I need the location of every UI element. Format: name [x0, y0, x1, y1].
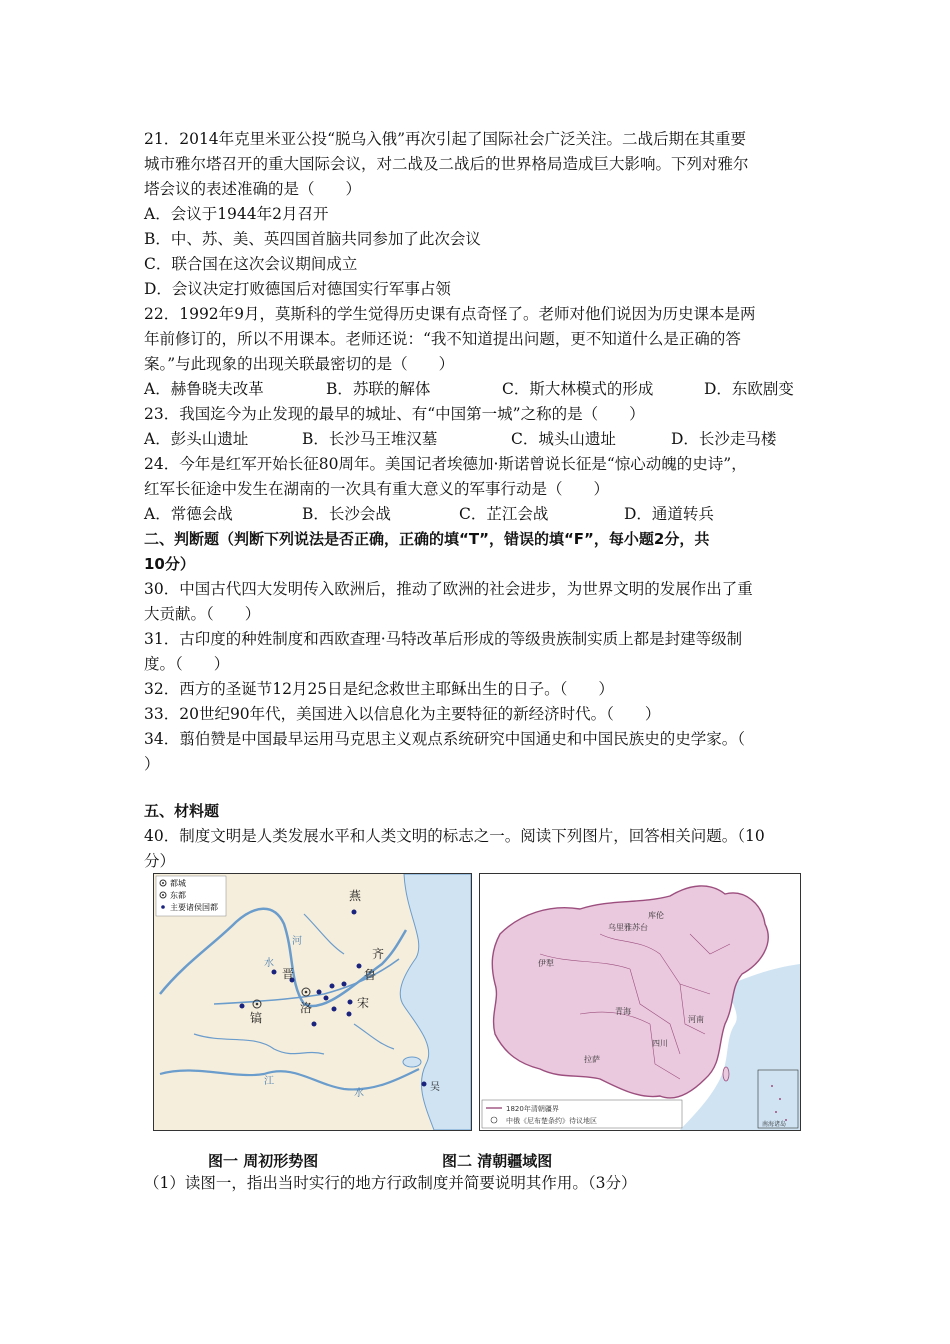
- q40-sub1: （1）读图一，指出当时实行的地方行政制度并简要说明其作用。（3分）: [144, 1174, 637, 1192]
- q31-line1: 31．古印度的种姓制度和西欧查理·马特改革后形成的等级贵族制实质上都是封建等级制: [144, 630, 743, 648]
- q23-options: [144, 428, 844, 450]
- label-wu: 吴: [430, 1082, 440, 1093]
- label-sichuan: 四川: [652, 1039, 668, 1048]
- q21-stem-line1: 21．2014年克里米亚公投“脱乌入俄”再次引起了国际社会广泛关注。二战后期在其重要: [144, 130, 747, 148]
- label-kulun: 库伦: [648, 911, 664, 920]
- q23-option-d: D．长沙走马楼: [671, 430, 777, 448]
- label-river-shui: 水: [264, 958, 274, 969]
- q40-line2: 分）: [144, 852, 176, 870]
- qing-map-graphic: [480, 874, 800, 1130]
- q24-option-d: D．通道转兵: [624, 505, 714, 523]
- q21-option-b: B．中、苏、美、英四国首脑共同参加了此次会议: [144, 230, 481, 248]
- label-qi: 齐: [372, 947, 385, 961]
- q34-line2: ）: [144, 755, 160, 773]
- q21-option-d: D．会议决定打败德国后对德国实行军事占领: [144, 280, 451, 298]
- label-qinghai: 青海: [615, 1007, 631, 1016]
- label-lasa: 拉萨: [584, 1055, 600, 1064]
- label-yan: 燕: [349, 889, 362, 903]
- q40-line1: 40．制度文明是人类发展水平和人类文明的标志之一。阅读下列图片，回答相关问题。（10: [144, 827, 765, 845]
- q24-stem-line1: 24．今年是红军开始长征80周年。美国记者埃德加·斯诺曾说长征是“惊心动魄的史诗”，: [144, 455, 747, 473]
- label-hao: 镐: [250, 1011, 263, 1025]
- map1-caption: 图一 周初形势图: [208, 1152, 319, 1170]
- zhou-map-graphic: [154, 874, 471, 1130]
- legend-east-capital: 东都: [170, 891, 186, 900]
- q31-line2: 度。（ ）: [144, 655, 230, 673]
- q24-option-a: A．常德会战: [144, 505, 233, 523]
- q22-options: [144, 378, 844, 400]
- label-river-shui2: 水: [354, 1088, 364, 1099]
- q22-option-a: A．赫鲁晓夫改革: [144, 380, 264, 398]
- section2-title-line2: 10分）: [144, 555, 195, 573]
- q21-stem-line3: 塔会议的表述准确的是（ ）: [144, 180, 362, 198]
- q22-stem-line3: 案。”与此现象的出现关联最密切的是（ ）: [144, 355, 455, 373]
- legend-vassal-capital: 主要诸侯国都: [170, 903, 218, 912]
- map-zhou-early: [153, 873, 472, 1131]
- map2-caption: 图二 清朝疆域图: [442, 1152, 553, 1170]
- q24-option-b: B．长沙会战: [302, 505, 391, 523]
- q23-option-c: C．城头山遗址: [511, 430, 616, 448]
- label-wuliyasutai: 乌里雅苏台: [608, 923, 648, 932]
- q33-line1: 33．20世纪90年代，美国进入以信息化为主要特征的新经济时代。（ ）: [144, 705, 661, 723]
- legend-qing-border: 1820年清朝疆界: [506, 1105, 559, 1113]
- q22-stem-line1: 22．1992年9月，莫斯科的学生觉得历史课有点奇怪了。老师对他们说因为历史课本是两: [144, 305, 756, 323]
- legend-capital: 都城: [170, 879, 186, 888]
- q22-stem-line2: 年前修订的，所以不用课本。老师还说：“我不知道提出问题，更不知道什么是正确的答: [144, 330, 741, 348]
- q34-line1: 34．翦伯赞是中国最早运用马克思主义观点系统研究中国通史和中国民族史的史学家。（: [144, 730, 745, 748]
- q23-option-b: B．长沙马王堆汉墓: [302, 430, 438, 448]
- label-lu: 鲁: [364, 968, 377, 982]
- q24-stem-line2: 红军长征途中发生在湖南的一次具有重大意义的军事行动是（ ）: [144, 480, 610, 498]
- label-song: 宋: [357, 996, 370, 1010]
- q22-option-c: C．斯大林模式的形成: [502, 380, 654, 398]
- q30-line1: 30．中国古代四大发明传入欧洲后，推动了欧洲的社会进步，为世界文明的发展作出了重: [144, 580, 753, 598]
- q32-line1: 32．西方的圣诞节12月25日是纪念救世主耶稣出生的日子。（ ）: [144, 680, 614, 698]
- q24-options: [144, 503, 844, 525]
- q24-option-c: C．芷江会战: [459, 505, 549, 523]
- label-river-jiang: 江: [264, 1076, 274, 1087]
- label-jin: 晋: [282, 967, 295, 981]
- q21-stem-line2: 城市雅尔塔召开的重大国际会议，对二战及二战后的世界格局造成巨大影响。下列对雅尔: [144, 155, 749, 173]
- legend-nerchinsk: 中俄《尼布楚条约》待议地区: [506, 1117, 597, 1125]
- section5-title: 五、材料题: [144, 802, 220, 820]
- label-river-he: 河: [292, 936, 302, 947]
- q21-option-c: C．联合国在这次会议期间成立: [144, 255, 358, 273]
- label-luo: 洛: [300, 1001, 313, 1015]
- section2-title-line1: 二、判断题（判断下列说法是否正确，正确的填“T”，错误的填“F”，每小题2分，共: [144, 530, 710, 548]
- map-qing-territory: [479, 873, 801, 1131]
- q21-option-a: A．会议于1944年2月召开: [144, 205, 329, 223]
- q23-option-a: A．彭头山遗址: [144, 430, 249, 448]
- inset-south-sea: 南海诸岛: [762, 1121, 787, 1128]
- label-yili: 伊犁: [538, 959, 554, 968]
- q23-stem-line1: 23．我国迄今为止发现的最早的城址、有“中国第一城”之称的是（ ）: [144, 405, 645, 423]
- q22-option-b: B．苏联的解体: [326, 380, 431, 398]
- q30-line2: 大贡献。（ ）: [144, 605, 261, 623]
- q22-option-d: D．东欧剧变: [704, 380, 794, 398]
- label-henan: 河南: [688, 1015, 704, 1024]
